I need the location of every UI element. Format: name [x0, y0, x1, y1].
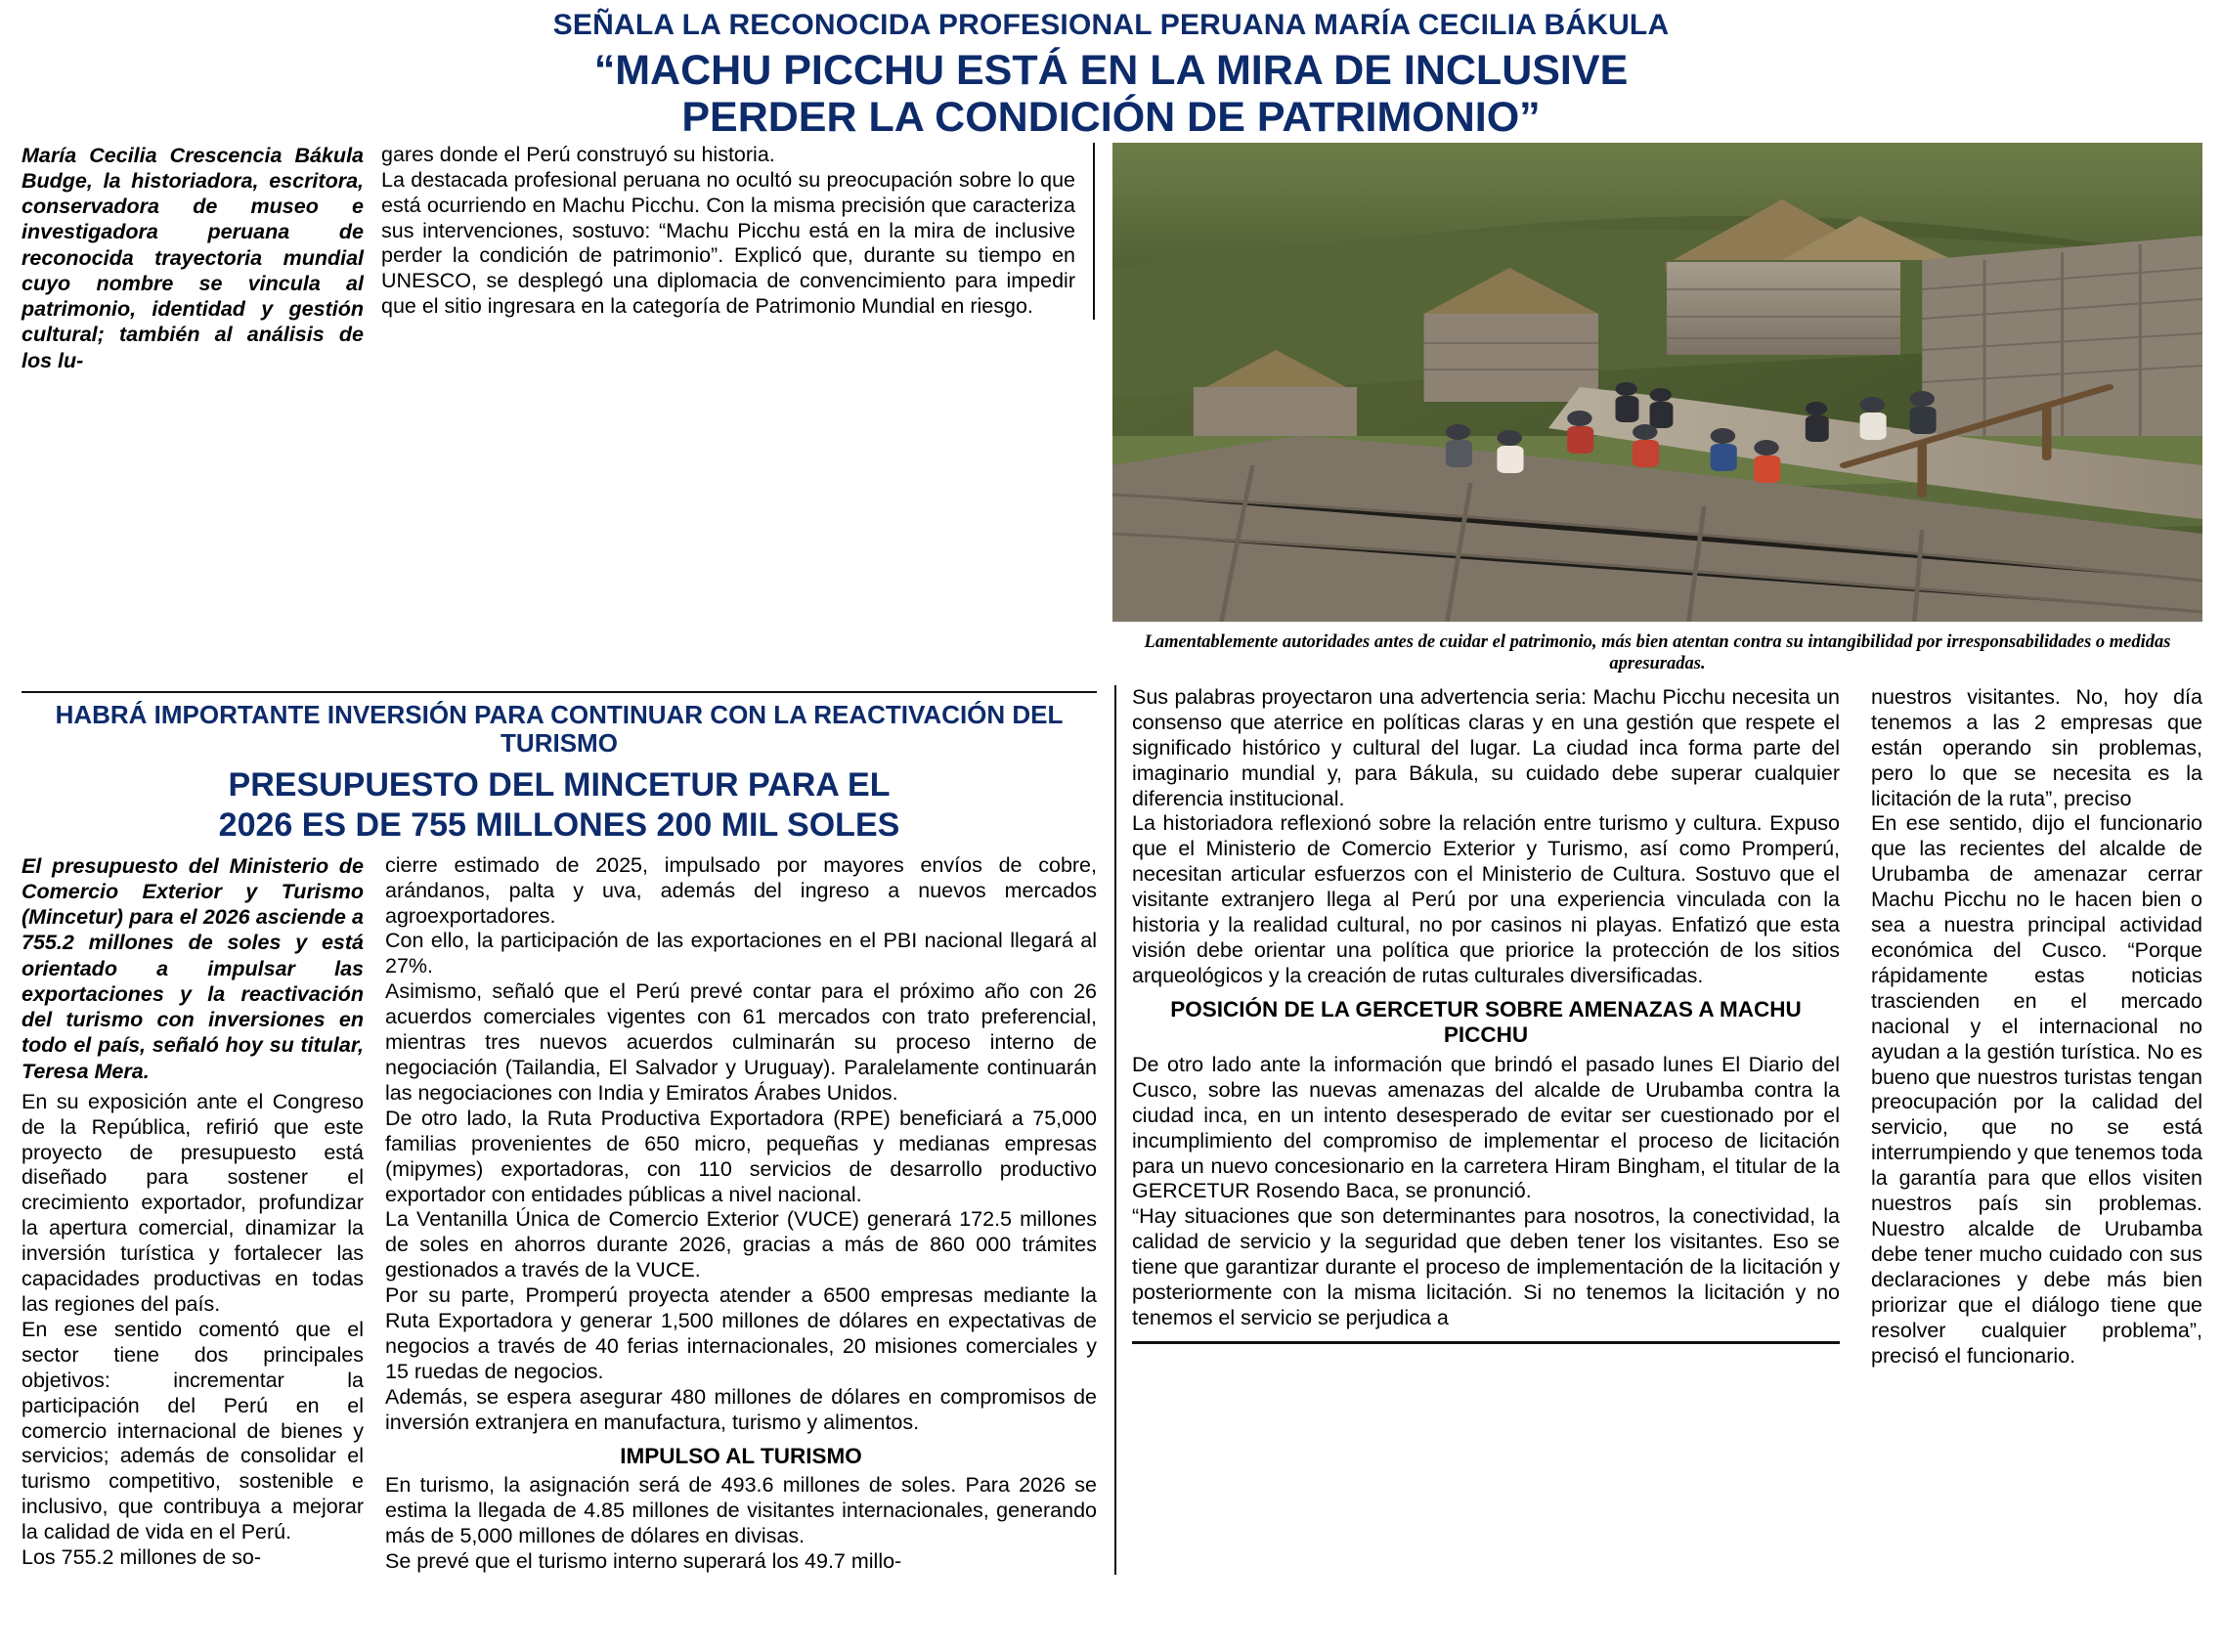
intro-continuation-column: [381, 143, 1095, 320]
right-story-column-1: [1132, 685, 1855, 1575]
photo-column: [1095, 143, 2202, 685]
mincetur-title-line-2: 2026 ES DE 755 MILLONES 200 MIL SOLES: [218, 805, 900, 844]
mincetur-m6: Por su parte, Promperú proyecta atender a 6500 empresas mediante la Ruta Exportadora y generar 1,500 millones de dólares en expectativas de negocios a través de 40 ferias internacionales, 20 misiones comerciales y 15 ruedas de negocios.: [385, 1283, 1097, 1383]
headline-line-1: “MACHU PICCHU ESTÁ EN LA MIRA DE INCLUSIVE: [593, 46, 1629, 94]
mincetur-lead: El presupuesto del Ministerio de Comercio Exterior y Turismo (Mincetur) para el 2026 asciende a 755.2 millones de soles y está orientado a impulsar las exportaciones y la reactivación del turismo con inversiones en todo el país, señaló hoy su titular, Teresa Mera.: [22, 853, 364, 1083]
kicker-text: SEÑALA LA RECONOCIDA PROFESIONAL PERUANA MARÍA CECILIA BÁKULA: [552, 9, 1670, 41]
intro-lead: María Cecilia Crescencia Bákula Budge, la historiadora, escritora, conservadora de museo e investigadora peruana de reconocida trayectoria mundial cuyo nombre se vincula al patrimonio, identidad y gestión cultural; también al análisis de los lu-: [22, 143, 364, 372]
gercetur-subhead: POSICIÓN DE LA GERCETUR SOBRE AMENAZAS A MACHU PICCHU: [1170, 996, 1802, 1048]
intro-column: [22, 143, 381, 379]
right-story-column-2: [1855, 685, 2202, 1575]
mincetur-m4: De otro lado, la Ruta Productiva Exportadora (RPE) beneficiará a 75,000 familias provenientes de 650 micro, pequeñas y medianas empresas (mipymes) exportadoras, con 110 servicios de desarrollo productivo exportador con entidades públicas a nivel nacional.: [385, 1106, 1097, 1206]
mincetur-title: [22, 765, 1097, 846]
mincetur-p3: Los 755.2 millones de so-: [22, 1545, 262, 1570]
mincetur-p2: En ese sentido comentó que el sector tiene dos principales objetivos: incrementar la participación del Perú en el comercio internacional de bienes y servicios; además de consolidar el turismo competitivo, sostenible e inclusivo, que contribuya a mejorar la calidad de vida en el Perú.: [22, 1317, 364, 1544]
section-divider-top: [22, 691, 1097, 693]
mincetur-m2: Con ello, la participación de las exportaciones en el PBI nacional llegará al 27%.: [385, 929, 1097, 978]
intro-continuation: gares donde el Perú construyó su historia.: [381, 142, 775, 166]
mincetur-column-1: [22, 853, 381, 1575]
right-p3: De otro lado ante la información que brindó el pasado lunes El Diario del Cusco, sobre las nuevas amenazas del alcalde de Urubamba contra la ciudad inca, en un intento desesperado de evitar ser cuestionado por el incumplimiento del compromiso de implementar el proceso de licitación para un nuevo concesionario en la carretera Hiram Bingham, el titular de la GERCETUR Rosendo Baca, se pronunció.: [1132, 1052, 1840, 1203]
mincetur-m3: Asimismo, señaló que el Perú prevé contar para el próximo año con 26 acuerdos comerciales vigentes con 61 mercados con trato preferencial, mientras tres nuevos acuerdos culminarán su proceso interno de negociación (Tailandia, El Salvador y Uruguay). Paralelamente continuarán las negociaciones con India y Emiratos Árabes Unidos.: [385, 979, 1097, 1105]
mincetur-column-2: [381, 853, 1097, 1575]
right-c2-p2: En ese sentido, dijo el funcionario que las recientes del alcalde de Urubamba de amenazar cerrar Machu Picchu no le hacen bien o sea a nuestra principal actividad económica del Cusco. “Porque rápidamente estas noticias trascienden en el mercado nacional y el internacional no ayudan a la gestión turística. No es bueno que nuestros turistas tengan preocupación por la calidad del servicio, que no se está interrumpiendo y que tenemos toda la garantía para que ellos visiten nuestros país sin problemas. Nuestro alcalde de Urubamba debe tener mucho cuidado con sus declaraciones y debe más bien priorizar que el diálogo tiene que resolver cualquier problema”, precisó el funcionario.: [1871, 811, 2202, 1368]
mincetur-m8: En turismo, la asignación será de 493.6 millones de soles. Para 2026 se estima la llegada de 4.85 millones de visitantes internacionales, generando más de 5,000 millones de dólares en divisas.: [385, 1473, 1097, 1547]
machu-picchu-tourists-photo: [1112, 143, 2202, 622]
page-title: [39, 47, 2183, 141]
right-p1: Sus palabras proyectaron una advertencia seria: Machu Picchu necesita un consenso que aterrice en políticas claras y en una gestión que respete el significado histórico y cultural del lugar. La ciudad inca forma parte del imaginario mundial y, para Bákula, su cuidado debe superar cualquier diferencia institucional.: [1132, 684, 1840, 810]
right-story: [1116, 685, 2202, 1575]
mincetur-p1: En su exposición ante el Congreso de la República, refirió que este proyecto de presupuesto está diseñado para sostener el crecimiento exportador, profundizar la apertura comercial, dinamizar la inversión turística y fortalecer las capacidades productivas en todas las regiones del país.: [22, 1089, 364, 1316]
photo-caption: Lamentablemente autoridades antes de cuidar el patrimonio, más bien atentan contra su intangibilidad por irresponsabilidades o medidas apresuradas.: [1144, 631, 2171, 674]
right-c2-p1: nuestros visitantes. No, hoy día tenemos a las 2 empresas que están operando sin problemas, pero lo que se necesita es la licitación de la ruta”, preciso: [1871, 684, 2202, 810]
mincetur-m7: Además, se espera asegurar 480 millones de dólares en compromisos de inversión extranjera en manufactura, turismo y alimentos.: [385, 1384, 1097, 1434]
impulso-turismo-subhead: IMPULSO AL TURISMO: [620, 1443, 862, 1468]
mincetur-m9: Se prevé que el turismo interno superará los 49.7 millo-: [385, 1548, 902, 1573]
mincetur-eyebrow: HABRÁ IMPORTANTE INVERSIÓN PARA CONTINUAR CON LA REACTIVACIÓN DEL TURISMO: [55, 699, 1064, 759]
top-row: [0, 143, 2222, 685]
right-p4: “Hay situaciones que son determinantes para nosotros, la conectividad, la calidad de servicio y la seguridad que deben tener los visitantes. Eso se tiene que garantizar durante el proceso de implementación de la licitación y posteriormente con la misma licitación. Si no tenemos la licitación y no tenemos el servicio se perjudica a: [1132, 1204, 1840, 1329]
bottom-divider: [1132, 1341, 1840, 1344]
mincetur-columns: [22, 853, 1097, 1575]
intro-paragraph-1: La destacada profesional peruana no ocultó su preocupación sobre lo que está ocurriendo en Machu Picchu. Con la misma precisión que caracteriza sus intervenciones, sostuvo: “Machu Picchu está en la mira de inclusive perder la condición de patrimonio”. Explicó que, durante su tiempo en UNESCO, se desplegó una diplomacia de convencimiento para impedir que el sitio ingresara en la categoría de Patrimonio Mundial en riesgo.: [381, 167, 1075, 319]
mincetur-section: [22, 685, 1116, 1575]
mincetur-m5: La Ventanilla Única de Comercio Exterior (VUCE) generará 172.5 millones de soles en ahorros durante 2026, gracias a más de 860 000 trámites gestionados a través de la VUCE.: [385, 1207, 1097, 1282]
right-p2: La historiadora reflexionó sobre la relación entre turismo y cultura. Expuso que el Ministerio de Comercio Exterior y Turismo, así como Promperú, necesitan articular esfuerzos con el Ministerio de Cultura. Sostuvo que el visitante extranjero llega al Perú por una experiencia vinculada con la historia y la realidad cultural, no por casinos ni playas. Enfatizó que esta visión debe orientar una política que priorice la protección de los sitios arqueológicos y la creación de rutas culturales diversificadas.: [1132, 811, 1840, 987]
mincetur-section-row: [0, 685, 2222, 1575]
mincetur-m1: cierre estimado de 2025, impulsado por mayores envíos de cobre, arándanos, palta y uva, además del ingreso a nuevos mercados agroexportadores.: [385, 852, 1097, 928]
headline-block: [0, 0, 2222, 141]
mincetur-title-line-1: PRESUPUESTO DEL MINCETUR PARA EL: [228, 766, 891, 804]
headline-line-2: PERDER LA CONDICIÓN DE PATRIMONIO”: [681, 93, 1541, 141]
